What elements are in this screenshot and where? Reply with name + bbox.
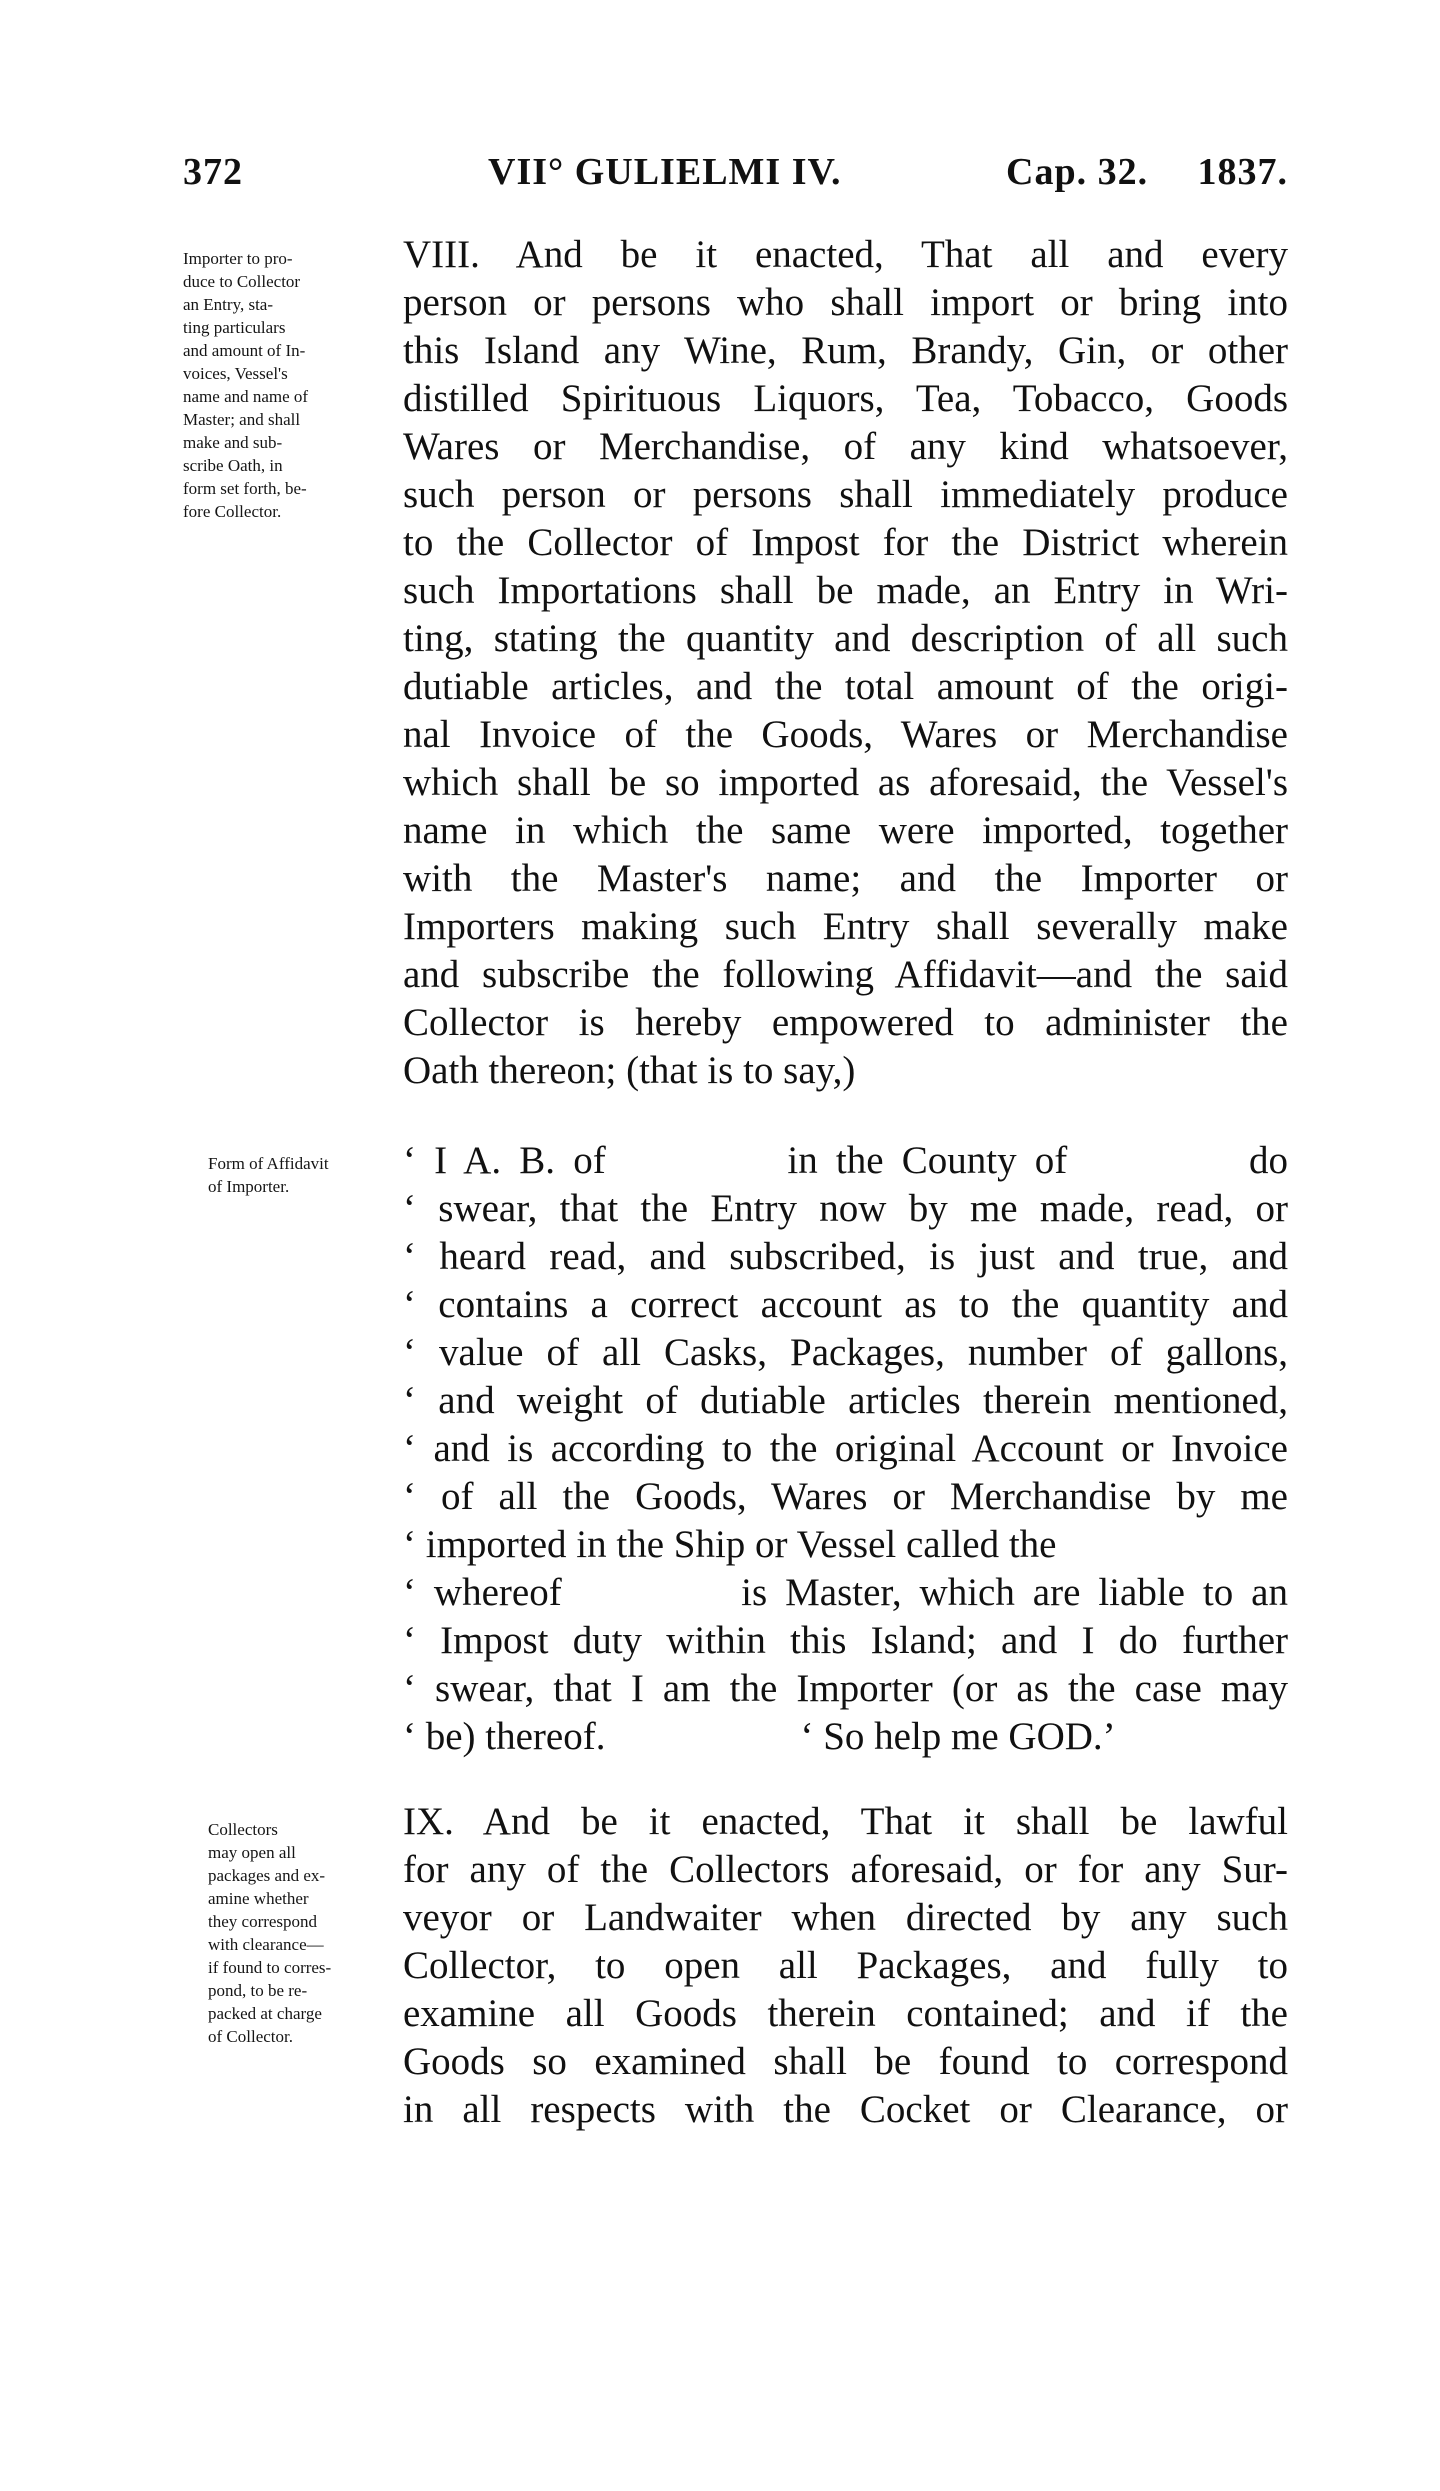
marginal-note-line: voices, Vessel's [183,364,288,383]
marginal-note-line: may open all [208,1843,296,1862]
text-line: and subscribe the following Affidavit—and the said [403,953,1288,996]
marginal-note-line: with clearance— [208,1935,324,1954]
text-line: ‘ heard read, and subscribed, is just and true, and [403,1235,1288,1278]
text-line: Importers making such Entry shall severally make [403,905,1288,948]
page-header [183,150,1288,200]
text-line: ‘ imported in the Ship or Vessel called the [403,1523,1057,1566]
running-title: VII° GULIELMI IV. [488,151,842,193]
marginal-note-line: amine whether [208,1889,309,1908]
marginal-note-line: of Collector. [208,2027,293,2046]
marginal-note-line: scribe Oath, in [183,456,283,475]
text-line: ‘ Impost duty within this Island; and I do further [403,1619,1288,1662]
text-line: ‘ swear, that I am the Importer (or as the case may [403,1667,1288,1710]
text-line: person or persons who shall import or bring into [403,281,1288,324]
text-line: to the Collector of Impost for the District wherein [403,521,1288,564]
text-line: ‘ be) thereof. ‘ So help me GOD.’ [403,1715,1116,1758]
marginal-note-line: fore Collector. [183,502,282,521]
marginal-note-line: of Importer. [208,1177,290,1196]
text-line: VIII. And be it enacted, That all and every [403,233,1288,276]
marginal-note-line: they correspond [208,1912,318,1931]
marginal-note-line: an Entry, sta- [183,295,274,314]
section-9-body [403,1798,1288,2134]
marginal-note-line: make and sub- [183,433,283,452]
marginal-note-line: and amount of In- [183,341,306,360]
text-line: such Importations shall be made, an Entry in Wri- [403,569,1288,612]
text-line: for any of the Collectors aforesaid, or for any Sur- [403,1848,1288,1891]
text-line: IX. And be it enacted, That it shall be lawful [403,1800,1288,1843]
text-line: veyor or Landwaiter when directed by any such [403,1896,1288,1939]
text-line: this Island any Wine, Rum, Brandy, Gin, or other [403,329,1288,372]
text-line: nal Invoice of the Goods, Wares or Merchandise [403,713,1288,756]
marginal-note-line: packages and ex- [208,1866,326,1885]
marginal-note-line: if found to corres- [208,1958,332,1977]
text-line: ‘ swear, that the Entry now by me made, read, or [403,1187,1288,1230]
marginal-note-line: Collectors [208,1820,278,1839]
marginal-note-line: packed at charge [208,2004,322,2023]
marginal-note-line: duce to Collector [183,272,301,291]
text-line: Oath thereon; (that is to say,) [403,1049,856,1092]
text-line: such person or persons shall immediately produce [403,473,1288,516]
text-line: dutiable articles, and the total amount of the origi- [403,665,1288,708]
marginal-note-line: name and name of [183,387,309,406]
text-line: examine all Goods therein contained; and if the [403,1992,1288,2035]
affidavit-body [403,1137,1288,1761]
marginal-note-line: Importer to pro- [183,249,293,268]
marginal-note-affidavit [208,1152,418,1198]
text-line: ‘ and is according to the original Account or Invoice [403,1427,1288,1470]
marginal-note-line: Master; and shall [183,410,301,429]
text-line: Collector is hereby empowered to administer the [403,1001,1288,1044]
text-line: Collector, to open all Packages, and fully to [403,1944,1288,1987]
marginal-note-section-8 [183,247,393,523]
text-line: Goods so examined shall be found to correspond [403,2040,1288,2083]
marginal-note-line: pond, to be re- [208,1981,308,2000]
marginal-note-line: Form of Affidavit [208,1154,329,1173]
text-line: Wares or Merchandise, of any kind whatsoever, [403,425,1288,468]
marginal-note-section-9 [208,1818,418,2048]
page-number: 372 [183,151,243,193]
text-line: ‘ and weight of dutiable articles therein mentioned, [403,1379,1288,1422]
marginal-note-line: ting particulars [183,318,286,337]
marginal-note-line: form set forth, be- [183,479,307,498]
text-line: ting, stating the quantity and description of all such [403,617,1288,660]
text-line: name in which the same were imported, together [403,809,1288,852]
text-line: in all respects with the Cocket or Clearance, or [403,2088,1288,2131]
text-line: ‘ value of all Casks, Packages, number of gallons, [403,1331,1288,1374]
text-line: which shall be so imported as aforesaid, the Vessel's [403,761,1288,804]
chapter-number: Cap. 32. [1006,151,1149,193]
text-line: ‘ contains a correct account as to the quantity and [403,1283,1288,1326]
year: 1837. [1197,151,1288,193]
text-line: with the Master's name; and the Importer or [403,857,1288,900]
text-line: ‘ of all the Goods, Wares or Merchandise by me [403,1475,1288,1518]
text-line: ‘ whereof is Master, which are liable to an [403,1571,1288,1614]
section-8-body [403,231,1288,1095]
text-line: distilled Spirituous Liquors, Tea, Tobacco, Goods [403,377,1288,420]
text-line: ‘ I A. B. of in the County of do [403,1139,1288,1182]
